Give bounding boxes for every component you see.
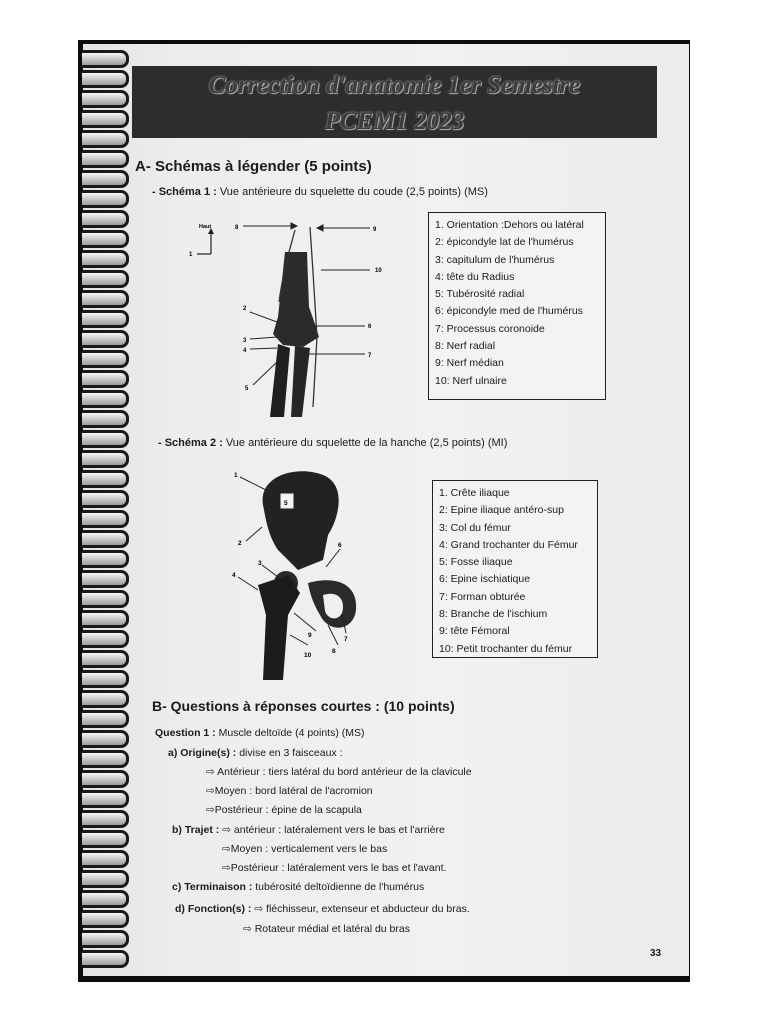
origin-item-anterior: ⇨ Antérieur : tiers latéral du bord antérieur de la clavicule — [206, 766, 472, 778]
binding-coil — [82, 710, 129, 728]
title-line-1: Correction d'anatomie 1er Semestre — [208, 72, 581, 99]
question-1-text: Muscle deltoïde (4 points) (MS) — [218, 727, 365, 739]
legend-2-item: 6: Epine ischiatique — [439, 573, 531, 586]
binding-coil — [82, 170, 129, 188]
binding-coil — [82, 430, 129, 448]
binding-coil — [82, 130, 129, 148]
legend-1-item: 1. Orientation :Dehors ou latéral — [435, 219, 584, 231]
legend-2-item: 1. Crête iliaque — [439, 487, 510, 499]
schema-1-title-prefix: - Schéma 1 : — [152, 186, 217, 198]
terminaison-line — [172, 881, 424, 893]
binding-coil — [82, 330, 129, 348]
orientation-haut: Haut — [199, 224, 212, 230]
ulna-bone — [291, 346, 310, 417]
binding-coil — [82, 150, 129, 168]
origin-item-posterior: ⇨Postérieur : épine de la scapula — [206, 804, 362, 816]
trajet-label: b) Trajet : — [172, 824, 220, 836]
hip-label-6: 6 — [338, 542, 342, 549]
binding-coil — [82, 230, 129, 248]
binding-coil — [82, 550, 129, 568]
question-1-title — [155, 727, 365, 739]
label-9: 9 — [373, 227, 377, 233]
label-5: 5 — [245, 386, 249, 392]
binding-coil — [82, 530, 129, 548]
spiral-binding — [78, 40, 138, 982]
binding-coil — [82, 750, 129, 768]
trajet-first: ⇨ antérieur : latéralement vers le bas et l'arrière — [222, 824, 445, 836]
origin-text: divise en 3 faisceaux : — [239, 747, 343, 759]
schema-1-title-text: Vue antérieure du squelette du coude (2,5 points) (MS) — [219, 186, 488, 198]
binding-coil — [82, 590, 129, 608]
binding-coil — [82, 730, 129, 748]
question-1-prefix: Question 1 : — [155, 727, 216, 739]
origin-label: a) Origine(s) : — [168, 747, 237, 759]
schema-1-legend — [428, 212, 606, 400]
label-2: 2 — [243, 306, 247, 312]
label-6: 6 — [368, 324, 372, 330]
trajet-item-posterior: ⇨Postérieur : latéralement vers le bas et l'avant. — [222, 862, 447, 874]
page-number: 33 — [650, 948, 662, 959]
legend-2-item: 2: Epine iliaque antéro-sup — [439, 504, 564, 517]
binding-coil — [82, 110, 129, 128]
binding-coil — [82, 390, 129, 408]
schema-2-title — [158, 437, 507, 449]
binding-coil — [82, 410, 129, 428]
orientation-arrows — [197, 228, 214, 254]
legend-2-item: 7: Forman obturée — [439, 590, 526, 603]
section-a-title: A- Schémas à légender (5 points) — [135, 158, 372, 175]
fonction-first: ⇨ fléchisseur, extenseur et abducteur du bras. — [254, 903, 470, 915]
label-8: 8 — [235, 225, 239, 231]
hip-label-5: 5 — [284, 500, 288, 507]
legend-1-item: 5: Tubérosité radial — [435, 288, 525, 301]
iliac-wing — [263, 471, 339, 570]
trajet-line — [172, 824, 445, 836]
binding-coil — [82, 470, 129, 488]
binding-coil — [82, 210, 129, 228]
radius-bone — [270, 344, 290, 417]
hip-label-7: 7 — [344, 636, 348, 643]
binding-coil — [82, 870, 129, 888]
legend-1-item: 3: capitulum de l'humérus — [435, 253, 555, 266]
binding-coil — [82, 70, 129, 88]
orientation-1: 1 — [189, 252, 193, 258]
legend-2-item: 4: Grand trochanter du Fémur — [439, 538, 578, 551]
trajet-item-moyen: ⇨Moyen : verticalement vers le bas — [222, 843, 388, 855]
binding-coil — [82, 890, 129, 908]
binding-coil — [82, 270, 129, 288]
binding-coil — [82, 90, 129, 108]
page-title — [132, 66, 657, 138]
fonction-item-rotateur: ⇨ Rotateur médial et latéral du bras — [243, 923, 410, 935]
schema-2-title-prefix: - Schéma 2 : — [158, 437, 223, 449]
binding-coil — [82, 850, 129, 868]
legend-1-item: 7: Processus coronoide — [435, 322, 545, 335]
legend-1-item: 6: épicondyle med de l'humérus — [435, 305, 583, 318]
binding-coil — [82, 310, 129, 328]
binding-coil — [82, 830, 129, 848]
hip-label-1: 1 — [234, 472, 238, 479]
hip-label-10: 10 — [304, 652, 312, 659]
binding-coil — [82, 570, 129, 588]
legend-2-item: 8: Branche de l'ischium — [439, 608, 548, 621]
binding-coil — [82, 910, 129, 928]
label-4: 4 — [243, 348, 247, 354]
binding-coil — [82, 370, 129, 388]
binding-coil — [82, 810, 129, 828]
femur-shaft — [258, 575, 300, 680]
legend-2-item: 10: Petit trochanter du fémur — [439, 642, 573, 655]
binding-coil — [82, 690, 129, 708]
binding-coil — [82, 630, 129, 648]
hip-label-8: 8 — [332, 648, 336, 655]
legend-2-item: 3: Col du fémur — [439, 521, 511, 534]
hip-label-9: 9 — [308, 632, 312, 639]
terminaison-label: c) Terminaison : — [172, 881, 253, 893]
binding-coil — [82, 650, 129, 668]
binding-coil — [82, 50, 129, 68]
fonction-line — [175, 903, 470, 915]
binding-coil — [82, 930, 129, 948]
label-7: 7 — [368, 353, 372, 359]
origin-item-moyen: ⇨Moyen : bord latéral de l'acromion — [206, 785, 373, 797]
label-3: 3 — [243, 338, 247, 344]
legend-2-item: 9: tête Fémoral — [439, 625, 510, 638]
section-b-title: B- Questions à réponses courtes : (10 points) — [152, 698, 455, 714]
binding-coil — [82, 490, 129, 508]
legend-1-item: 2: épicondyle lat de l'humérus — [435, 236, 574, 249]
binding-coil — [82, 350, 129, 368]
legend-1-item: 10: Nerf ulnaire — [435, 374, 507, 387]
legend-2-item: 5: Fosse iliaque — [439, 556, 513, 569]
legend-1-item: 4: tête du Radius — [435, 270, 515, 283]
hip-diagram — [228, 465, 398, 685]
binding-coil — [82, 950, 129, 968]
fonction-label: d) Fonction(s) : — [175, 903, 252, 915]
schema-2-title-text: Vue antérieure du squelette de la hanche (2,5 points) (MI) — [225, 437, 508, 449]
origin-line — [168, 747, 343, 759]
legend-1-item: 8: Nerf radial — [435, 340, 496, 353]
binding-coil — [82, 450, 129, 468]
terminaison-text: tubérosité deltoïdienne de l'humérus — [255, 881, 425, 893]
hip-label-2: 2 — [238, 540, 242, 547]
hip-label-3: 3 — [258, 560, 262, 567]
legend-1-item: 9: Nerf médian — [435, 357, 504, 370]
binding-coil — [82, 670, 129, 688]
binding-coil — [82, 510, 129, 528]
hip-label-4: 4 — [232, 572, 236, 579]
binding-coil — [82, 250, 129, 268]
binding-coil — [82, 790, 129, 808]
binding-coil — [82, 610, 129, 628]
title-line-2: PCEM1 2023 — [324, 108, 465, 135]
binding-coil — [82, 770, 129, 788]
binding-coil — [82, 290, 129, 308]
schema-2-legend — [432, 480, 598, 658]
schema-1-title — [152, 186, 488, 198]
elbow-diagram — [185, 212, 400, 422]
label-10: 10 — [375, 268, 382, 274]
binding-coil — [82, 190, 129, 208]
